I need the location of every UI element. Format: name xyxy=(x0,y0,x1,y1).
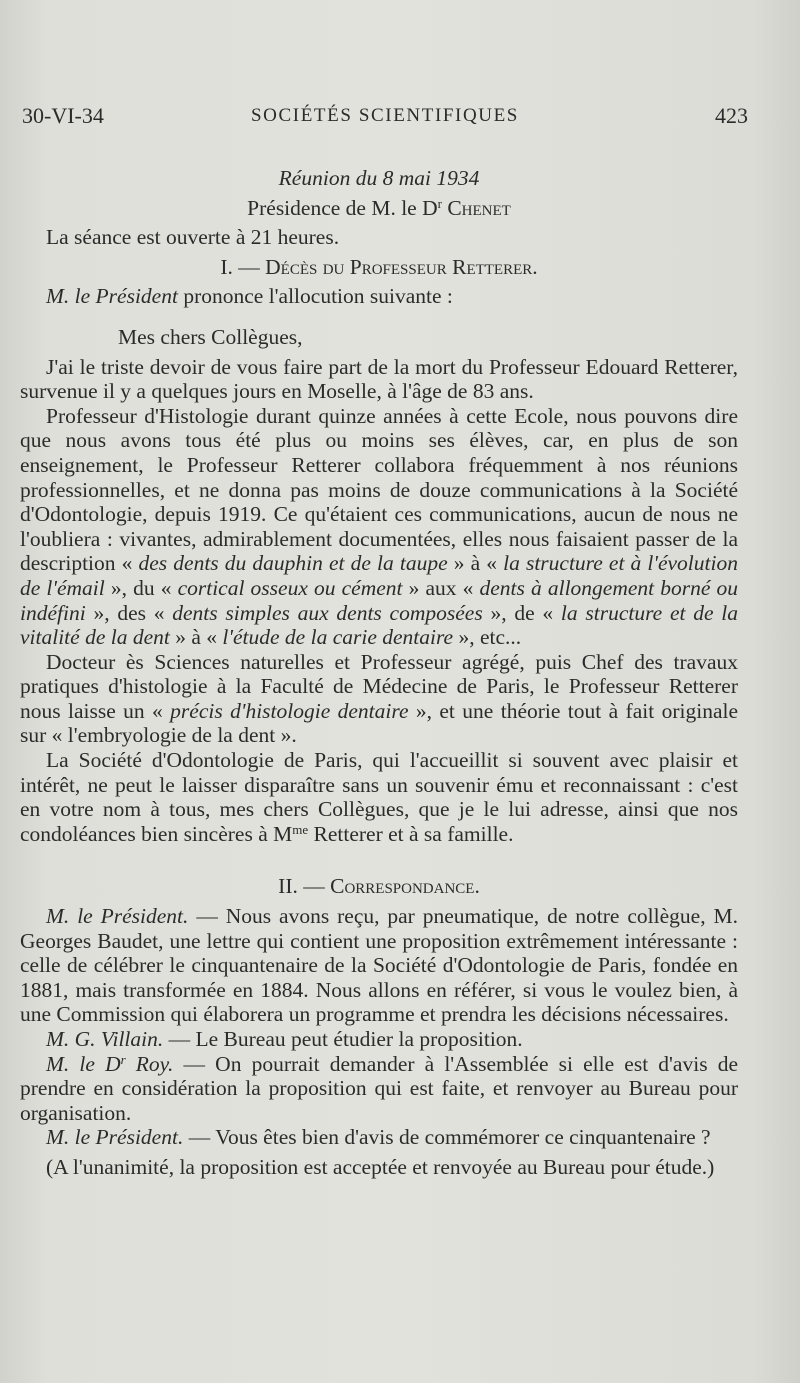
paragraph-president-question xyxy=(20,1125,738,1150)
speaker-name: M. le D xyxy=(46,1051,121,1076)
text-run: », du « xyxy=(104,575,178,600)
text-run: » aux « xyxy=(402,575,480,600)
paragraph-president-letter xyxy=(20,904,738,1027)
paragraph-vote: (A l'unanimité, la proposition est acceptée et renvoyée au Bureau pour étude.) xyxy=(46,1154,715,1179)
speaker-name: M. le Président. xyxy=(46,904,189,929)
intro-speaker: M. le Président xyxy=(46,284,178,309)
text-run: Retterer et à sa famille. xyxy=(308,821,514,846)
section-heading-1: I. — Décès du Professeur Retterer. xyxy=(220,254,538,279)
document-body xyxy=(20,166,738,1180)
paragraph-death-notice: J'ai le triste devoir de vous faire part de la mort du Professeur Edouard Retterer, survenue il y a quelques jours en Moselle, à l'âge de 83 ans. xyxy=(20,354,738,404)
text-run: », etc... xyxy=(453,625,522,650)
text-run: Docteur ès Sciences naturelles et Professeur agrégé, puis Chef des travaux pratiques d'histologie à la Faculté de Médecine de Paris, le Professeur Retterer nous laisse un « xyxy=(20,649,738,723)
paragraph-roy xyxy=(20,1052,738,1126)
intro-text: prononce l'allocution suivante : xyxy=(177,284,453,309)
header-title: SOCIÉTÉS SCIENTIFIQUES xyxy=(251,105,519,126)
president-name: Chenet xyxy=(447,195,511,220)
paragraph-career xyxy=(20,404,738,650)
speaker-name: M. G. Villain. xyxy=(46,1027,164,1051)
section-heading-2: II. — Correspondance. xyxy=(278,874,480,899)
italic-title: dents simples aux dents composées xyxy=(172,600,483,625)
salutation: Mes chers Collègues, xyxy=(118,324,303,349)
presidence-line xyxy=(20,196,738,221)
text-run: », de « xyxy=(482,600,561,625)
intro-line xyxy=(20,284,738,309)
paragraph-condolences xyxy=(20,748,738,846)
opening-line: La séance est ouverte à 21 heures. xyxy=(46,225,340,250)
speech-text: — Nous avons reçu, par pneumatique, de notre collègue, M. Georges Baudet, une lettre qui contient une proposition extrêmement intéressante : celle de célébrer le cinquantenaire de la Société d'Odontologie de Paris, fondée en 1881, mais transformée en 1884. Nous allons en référer, si vous le voulez bien, à une Commission qui élaborera un programme et prendra les décisions nécessaires. xyxy=(20,904,738,1027)
text-run: » à « xyxy=(447,551,504,576)
running-header xyxy=(22,104,748,134)
superscript: me xyxy=(292,821,309,837)
header-date: 30-VI-34 xyxy=(22,103,104,128)
italic-title: la structure et de la vitalité de la dent xyxy=(20,600,738,650)
speech-text: — On pourrait demander à l'Assemblée si elle est d'avis de prendre en considération la proposition qui est faite, et renvoyer au Bureau pour organisation. xyxy=(20,1051,738,1125)
italic-title: cortical osseux ou cément xyxy=(177,575,403,600)
paragraph-credentials xyxy=(20,650,738,748)
speech-text: — Le Bureau peut étudier la proposition. xyxy=(163,1027,523,1051)
text-run: » à « xyxy=(169,625,223,650)
speaker-name: Roy. xyxy=(125,1051,174,1076)
speech-text: — Vous êtes bien d'avis de commémorer ce cinquantenaire ? xyxy=(183,1125,711,1150)
presidence-prefix: Présidence de M. le D xyxy=(247,195,438,220)
text-run: Professeur d'Histologie durant quinze années à cette Ecole, nous pouvons dire que nous avons tous été plus ou moins ses élèves, car, en plus de son enseignement, le Professeur Retterer collabora fréquemment à nos réunions professionnelles, et ne donna pas moins de douze communications à la Société d'Odontologie, depuis 1919. Ce qu'étaient ces communications, aucun de nous ne l'oubliera : vivantes, admirablement documentées, elles nous faisaient passer de la description « xyxy=(20,403,738,576)
text-run: », et une théorie tout à fait originale sur « l'embryologie de la dent ». xyxy=(20,698,739,748)
paragraph-villain xyxy=(20,1027,738,1052)
page-number: 423 xyxy=(715,103,748,128)
italic-title: l'étude de la carie dentaire xyxy=(222,625,454,650)
italic-title: dents à allongement borné ou indéfini xyxy=(20,575,739,625)
meeting-title: Réunion du 8 mai 1934 xyxy=(278,166,480,190)
italic-title: précis d'histologie dentaire xyxy=(170,698,409,723)
speaker-name: M. le Président. xyxy=(46,1125,184,1150)
superscript: r xyxy=(120,1051,126,1067)
text-run: », des « xyxy=(85,600,173,625)
text-run: La Société d'Odontologie de Paris, qui l'accueillit si souvent avec plaisir et intérêt, ne peut le laisser disparaître sans un souvenir ému et reconnaissant : c'est en votre nom à tous, mes chers Collègues, que je le lui adresse, ainsi que nos condoléances bien sincères à M xyxy=(20,748,738,846)
presidence-sup: r xyxy=(437,195,442,211)
italic-title: des dents du dauphin et de la taupe xyxy=(138,551,448,576)
italic-title: la structure et à l'évolution de l'émail xyxy=(20,551,738,600)
